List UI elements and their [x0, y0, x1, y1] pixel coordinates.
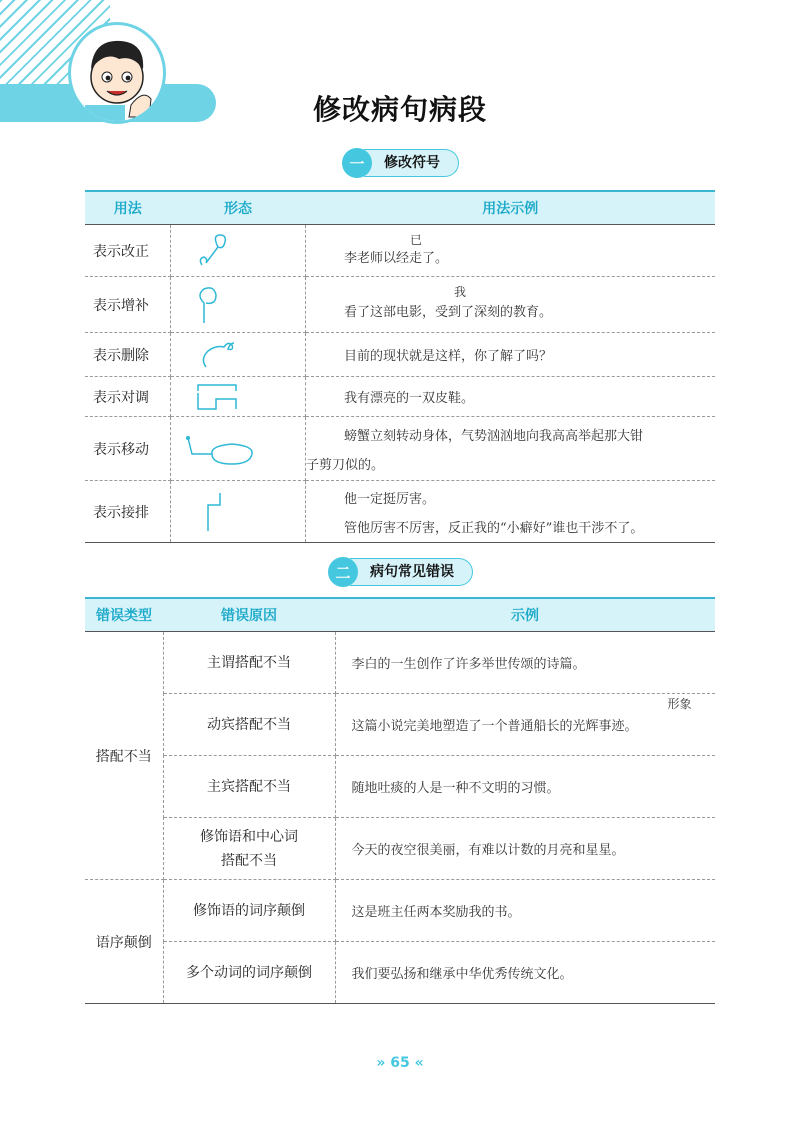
- common-errors-table: [85, 597, 715, 1004]
- delete-mark-icon: [172, 337, 304, 373]
- page-title: 修改病句病段: [312, 93, 487, 126]
- error-reason-cell: [163, 818, 335, 880]
- symbol-cell: [171, 417, 306, 481]
- error-reason-cell: 动宾搭配不当: [163, 694, 335, 756]
- example-text: 他一定挺厉害。: [344, 491, 436, 507]
- error-reason-line: 搭配不当: [221, 852, 277, 869]
- swap-mark-icon: [172, 381, 304, 413]
- error-reason-cell: 多个动词的词序颠倒: [163, 942, 335, 1004]
- table-row: [85, 377, 715, 417]
- example-cell: [306, 277, 715, 333]
- symbol-cell: [171, 377, 306, 417]
- column-header-usage: 用法: [85, 191, 171, 225]
- symbol-cell: [171, 277, 306, 333]
- example-cell: [306, 377, 715, 417]
- usage-cell: 表示增补: [85, 277, 171, 333]
- usage-cell: 表示对调: [85, 377, 171, 417]
- example-cell: 李白的一生创作了许多举世传颂的诗篇。: [335, 632, 715, 694]
- example-cell: 这是班主任两本奖励我的书。: [335, 880, 715, 942]
- join-mark-icon: [172, 487, 304, 537]
- example-text: 子剪刀似的。: [306, 457, 385, 473]
- column-header-error-reason: 错误原因: [163, 598, 335, 632]
- error-reason-cell: 主谓搭配不当: [163, 632, 335, 694]
- error-reason-cell: 主宾搭配不当: [163, 756, 335, 818]
- page-number-right-ornament: «: [414, 1055, 424, 1071]
- correction-annotation: 已: [410, 233, 423, 247]
- symbol-cell: [171, 333, 306, 377]
- page-number-text: 65: [390, 1055, 410, 1071]
- example-cell: [306, 417, 715, 481]
- section-1-title: 修改符号: [364, 149, 459, 177]
- move-mark-icon: [172, 424, 304, 474]
- column-header-example: 示例: [335, 598, 715, 632]
- example-cell: [306, 333, 715, 377]
- example-text: 看了这部电影，受到了深刻的教育。: [344, 305, 553, 320]
- example-cell: [335, 694, 715, 756]
- table-row: [85, 632, 715, 694]
- example-text: 管他厉害不厉害，反正我的“小癖好”谁也干涉不了。: [344, 520, 644, 536]
- insert-annotation: 我: [454, 285, 467, 299]
- table-row: [85, 225, 715, 277]
- table-row: [85, 756, 715, 818]
- table-header-row: [85, 191, 715, 225]
- error-reason-line: 修饰语和中心词: [200, 828, 298, 845]
- table-row: [85, 694, 715, 756]
- replacement-annotation: 形象: [667, 697, 692, 711]
- section-2-title: 病句常见错误: [350, 558, 473, 586]
- error-reason-cell: 修饰语的词序颠倒: [163, 880, 335, 942]
- example-cell: 今天的夜空很美丽，有难以计数的月亮和星星。: [335, 818, 715, 880]
- example-cell: [306, 481, 715, 543]
- correct-mark-icon: [172, 229, 304, 273]
- usage-cell: 表示删除: [85, 333, 171, 377]
- error-type-cell: 搭配不当: [85, 632, 163, 880]
- example-cell: 随地吐痰的人是一种不文明的习惯。: [335, 756, 715, 818]
- example-text: 李老师以经走了。: [344, 251, 449, 266]
- table-row: [85, 277, 715, 333]
- example-cell: 我们要弘扬和继承中华优秀传统文化。: [335, 942, 715, 1004]
- table-row: [85, 880, 715, 942]
- example-text: 螃蟹立刻转动身体，气势汹汹地向我高高举起那大钳: [344, 428, 644, 444]
- column-header-error-type: 错误类型: [85, 598, 163, 632]
- example-text: 我有漂亮的一双皮鞋。: [344, 391, 475, 406]
- column-header-form: 形态: [171, 191, 306, 225]
- example-text: 目前的现状就是这样，你了解了吗？: [344, 349, 553, 364]
- table-row: [85, 333, 715, 377]
- section-1-badge: [342, 148, 459, 178]
- symbol-cell: [171, 481, 306, 543]
- page-number: [0, 1055, 800, 1071]
- symbol-cell: [171, 225, 306, 277]
- section-2-number: 二: [328, 557, 358, 587]
- section-2-badge: [328, 557, 473, 587]
- table-row: [85, 942, 715, 1004]
- example-text: 这篇小说完美地塑造了一个普通船长的光辉事迹。: [351, 719, 638, 734]
- table-header-row: [85, 598, 715, 632]
- table-row: [85, 481, 715, 543]
- usage-cell: 表示移动: [85, 417, 171, 481]
- error-type-cell: 语序颠倒: [85, 880, 163, 1004]
- section-1-number: 一: [342, 148, 372, 178]
- column-header-example: 用法示例: [306, 191, 715, 225]
- table-row: [85, 417, 715, 481]
- example-cell: [306, 225, 715, 277]
- table-row: [85, 818, 715, 880]
- usage-cell: 表示接排: [85, 481, 171, 543]
- correction-symbols-table: [85, 190, 715, 543]
- usage-cell: 表示改正: [85, 225, 171, 277]
- insert-mark-icon: [172, 283, 304, 327]
- page-number-left-ornament: »: [376, 1055, 386, 1071]
